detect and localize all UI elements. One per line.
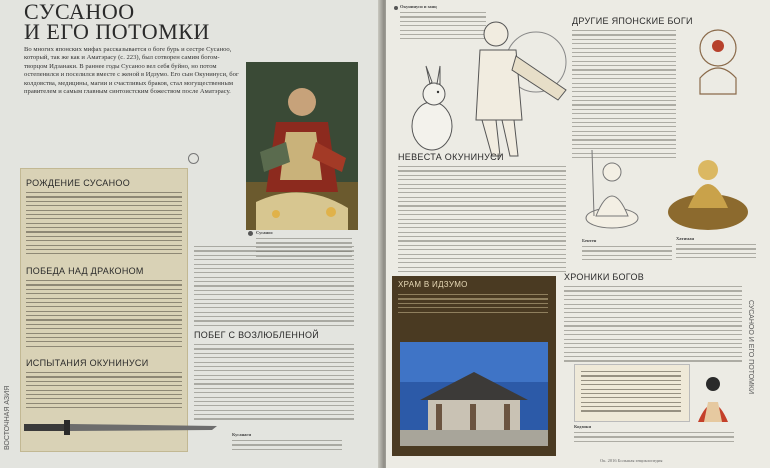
hare-caption-title: Окунинуси и заяц <box>400 4 437 9</box>
kojiki-script <box>581 371 681 415</box>
heading-trials: ИСПЫТАНИЯ ОКУНИНУСИ <box>26 358 149 368</box>
sword-caption-text <box>232 440 342 453</box>
temple-panel <box>392 276 556 456</box>
caption-marker-icon <box>394 6 398 10</box>
heading-chronicles: ХРОНИКИ БОГОВ <box>564 272 645 282</box>
caption-marker-icon <box>248 231 253 236</box>
trials-text <box>26 372 182 411</box>
benten-caption-text <box>582 246 672 264</box>
page-title-line-1: СУСАНОО <box>24 0 135 24</box>
heading-dragon: ПОБЕДА НАД ДРАКОНОМ <box>26 266 144 276</box>
susanoo-illustration <box>246 62 358 230</box>
other-gods-text <box>572 30 676 161</box>
kojiki-scroll <box>574 364 690 422</box>
temple-photo <box>400 342 548 446</box>
heading-other-gods: ДРУГИЕ ЯПОНСКИЕ БОГИ <box>572 16 693 26</box>
kojiki-caption-text <box>574 432 734 445</box>
susanoo-painting <box>246 62 358 230</box>
hachiman-illustration <box>658 150 758 234</box>
right-page <box>386 0 770 468</box>
heading-escape: ПОБЕГ С ВОЗЛЮБЛЕННОЙ <box>194 330 320 340</box>
page-footer: Ок. 2016 Большая энциклопедия <box>600 458 663 463</box>
dragon-text <box>26 280 182 350</box>
heading-birth: РОЖДЕНИЕ СУСАНОО <box>26 178 131 188</box>
bride-text <box>398 166 566 275</box>
vertical-chapter-label: СУСАНОО И ЕГО ПОТОМКИ <box>747 300 754 394</box>
continuation-text <box>194 246 354 329</box>
hachiman-caption-title: Хатиман <box>676 236 695 241</box>
hare-illustration <box>400 64 464 156</box>
chronicles-text <box>564 286 742 365</box>
sword-icon <box>22 414 222 444</box>
hachiman-caption-text <box>676 244 756 262</box>
god-sketch-icon <box>682 18 754 98</box>
heading-bride: НЕВЕСТА ОКУНИНУСИ <box>398 152 504 162</box>
vertical-section-label: ВОСТОЧНАЯ АЗИЯ <box>4 385 11 450</box>
susanoo-caption-title: Сусаноо <box>256 230 273 235</box>
ornament-icon <box>188 153 199 164</box>
okuninushi-illustration <box>466 10 576 160</box>
intro-paragraph: Во многих японских мифах рассказывается о боге бурь и сестре Сусаноо, который, так же как и Аматэрасу (с. 223), был сотворен самим богом-творцом Идзанаки. В раннее годы Сусаноо вел себя буйно, но потом остепенился и поселился вместе с женой в Идзумо. Его сын Окунинуси, бог колдовства, медицины, магии и счастливых браков, стал могущественным правителем и самым главным синтоистским божеством после Аматэрасу. <box>24 46 239 96</box>
birth-text <box>26 192 182 258</box>
heading-temple: ХРАМ В ИДЗУМО <box>398 280 468 289</box>
sword-caption-title: Кусанаги <box>232 432 252 437</box>
buddha-illustration <box>582 146 642 234</box>
page-title-line-2: И ЕГО ПОТОМКИ <box>24 19 210 44</box>
benten-caption-title: Бентен <box>582 238 597 243</box>
court-lady-illustration <box>692 372 734 428</box>
kojiki-caption-title: Кодзики <box>574 424 592 429</box>
left-page <box>0 0 382 468</box>
page-title <box>24 2 210 42</box>
temple-text <box>398 294 548 316</box>
escape-text <box>194 344 354 423</box>
